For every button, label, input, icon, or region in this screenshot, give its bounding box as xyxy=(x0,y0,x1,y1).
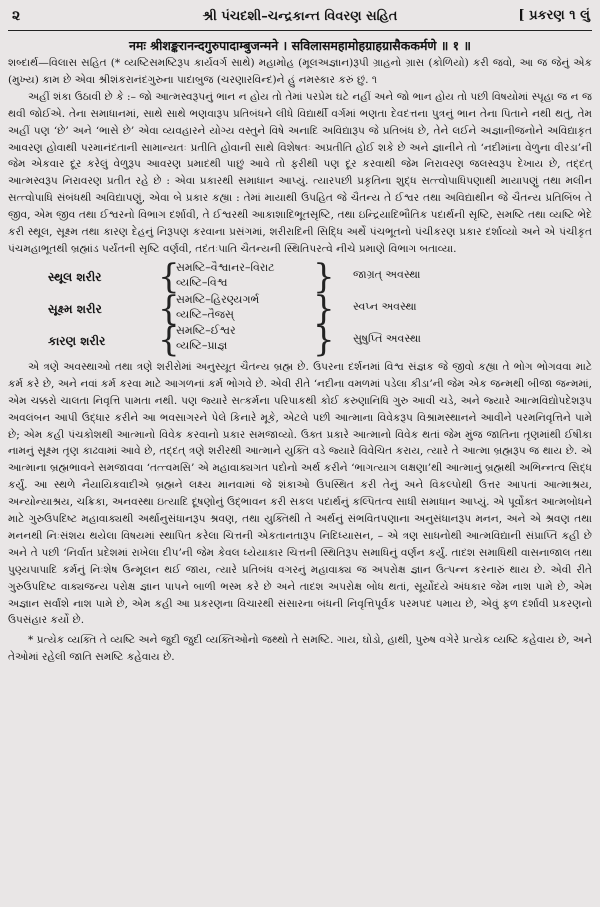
sanskrit-verse: नमः श्रीशङ्करानन्दगुरुपादाम्बुजन्मने । सविलासमहामोहग्राहग्रासैककर्मणे ॥ १ ॥ xyxy=(128,38,471,53)
vyashti-karana: વ્યષ્ટિ–પ્રાજ્ઞ xyxy=(176,338,228,352)
samashti-sthula: સમષ્ટિ–વૈશ્વાનર–વિરાટ xyxy=(176,260,275,274)
brace-icon: { xyxy=(158,288,180,329)
footnote: * પ્રત્યેક વ્યક્તિ તે વ્યષ્ટિ અને જુદી જુદી વ્યક્તિઓનો જથ્થો તે સમષ્ટિ. ગાય, ઘોડો, હાથી, પુરુષ વગેરે પ્રત્યેક વ્યષ્ટિ કહેવાય છે, અને તેઓમાં રહેલી જાતિ સમષ્ટિ કહેવાય છે. xyxy=(8,634,592,664)
commentary-paragraph-2: એ ત્રણે અવસ્થાઓ તથા ત્રણે શરીરોમાં અનુસ્યૂત ચૈતન્ય બ્રહ્મ છે. ઉપરના દર્શનમાં વિશ્વ સંજ્ઞક જે જીવો કહ્યા તે ભોગ ભોગવવા માટે કર્મ કરે છે, અને નવાં કર્મ કરવા માટે આગળનાં કર્મ ભોગવે છે. એવી રીતે ‘નદીના વમળમાં પડેલા કીડા’ની જેમ એક જન્મથી બીજા જન્મમાં, એમ ચક્કરો ચાલતા નિવૃત્તિ પામતા નથી. પણ જ્યારે સત્કર્મના પરિપાકથી કોઈ કરુણાનિધિ ગુરુ આવી ચડે, અને જ્યારે આત્મવિદ્યોપદેશરૂપ અવલંબન આપી ઉદ્ધાર કરીને આ ભવસાગરને પેલે કિનારે મૂકે, એટલે પછી આત્માના વિવેકરૂપ વિશ્રામસ્થાનને આવીને પરમનિવૃત્તિને પામે છે; એમ કહી પંચકોશથી આત્માનો વિવેક કરવાનો પ્રકાર સમજાવ્યો. ઉક્ત પ્રકારે આત્માનો વિવેક થતાં જેમ મુંજ જાતિના તૃણમાંથી ઈષીકા નામનું સૂક્ષ્મ તૃણ કાઢવામાં આવે છે, તદ્દત્ ત્રણે શરીરથી આત્માને યુક્તિ વડે જ્યારે વિવેચિત કરાય, ત્યારે તે આત્મા બ્રહ્મરૂપ જ થાય છે. એ આત્માના બ્રહ્મભાવને સમજાવવા ‘તત્ત્વમસિ’ એ મહાવાક્યગત પદોનો અર્થ કરીને ‘ભાગત્યાગ લક્ષણા’થી આત્માનું બ્રહ્મથી અભિન્નત્વ સિદ્ધ કર્યું. આ સ્થળે નૈયાયિકવાદીએ બ્રહ્મને લક્ષ્ય માનવામાં જે શંકાઓ ઉપસ્થિત કરી તેનું અને વિકલ્પોથી ઉત્તર આપતાં આત્માશ્રય, અન્યોન્યાશ્રય, ચક્રિકા, અનવસ્થા ઇત્યાદિ દૂષણોનું ઉદ્ભાવન કરી સકલ પદાર્થનું કલ્પિતત્વ સાધી સમાધાન આપ્યું. એ પૂર્વોક્ત આત્મબોધને માટે ગુરુઉપદિષ્ટ મહાવાક્યથી અર્થાનુસંધાનરૂપ શ્રવણ, તથા યુક્તિથી તે અર્થનું સંભવિતપણાના અનુસંધાનરૂપ મનન, અને એ શ્રવણ તથા મનનથી નિઃસંશય થયેલા વિષયમાં સ્થાપિત કરેલા ચિત્તની એકતાનતારૂપ નિદિધ્યાસન, – એ ત્રણ સાધનોથી આત્મવિદ્યાની સંપ્રાપ્તિ કહી છે અને તે પછી ‘નિર્વાત પ્રદેશમાં રાખેલા દીપ’ની જેમ કેવલ ધ્યેયાકાર ચિત્તની સ્થિતિરૂપ સમાધિનું વર્ણન કર્યું. તાદશ સમાધિથી વાસનાજાલ તથા પુણ્યપાપાદિ કર્મનું નિઃશેષ ઉન્મૂલન થઈ જાય, ત્યારે પ્રતિબંધ વગરનું મહાવાક્ય જ અપરોક્ષ જ્ઞાન ઉત્પન્ન કરનારું થાય છે. એવી રીતે ગુરુઉપદિષ્ટ વાક્યજન્ય પરોક્ષ જ્ઞાન પાપને બાળી ભસ્મ કરે છે અને તાદશ અપરોક્ષ બોધ થતાં, સૂર્યોદયે અંધકાર જેમ નાશ પામે છે, એમ અજ્ઞાન સર્વાંશે નાશ પામે છે, એમ કહી આ પ્રકરણના વિચારથી સંસારના બંધની નિવૃત્તિપૂર્વક પરમપદ પમાય છે, એવું ફળ દર્શાવી પ્રકરણનો ઉપસંહાર કર્યો છે. xyxy=(8,360,592,627)
brace-icon: } xyxy=(313,288,335,329)
state-sushupti: સુષુપ્તિ અવસ્થા xyxy=(353,331,421,345)
body-label-sthula: સ્થૂલ શરીર xyxy=(48,269,102,284)
brace-icon: } xyxy=(313,256,335,297)
samashti-sukshma: સમષ્ટિ–હિરણ્યગર્ભ xyxy=(176,292,260,306)
page-number: ૨ xyxy=(12,8,21,24)
chapter-label: [ પ્રકરણ ૧ લું xyxy=(518,8,590,23)
state-jagrat: જાગ્રત્ અવસ્થા xyxy=(353,267,421,281)
state-svapna: સ્વપ્ન અવસ્થા xyxy=(353,299,417,313)
shabdarth-paragraph: શબ્દાર્થ—વિલાસ સહિત (* વ્યષ્ટિસમષ્ટિરૂપ કાર્યવર્ગ સાથે) મહામોહ (મૂલઅજ્ઞાન)રૂપી ગ્રાહનો ગ્રાસ (કોળિયો) કરી જવો, આ જ જેનું એક (મુખ્ય) કામ છે એવા શ્રીશંકરાનંદગુરુના પાદાબુજ (ચરણારવિન્દ)ને હું નમસ્કાર કરું છું. ૧ xyxy=(8,57,592,86)
brace-icon: { xyxy=(158,256,180,297)
body-label-karana: કારણ શરીર xyxy=(48,333,106,348)
page xyxy=(8,6,592,894)
samashti-karana: સમષ્ટિ–ઈશ્વર xyxy=(176,323,236,337)
vyashti-sukshma: વ્યષ્ટિ–તૈજસ્ xyxy=(176,307,234,321)
vyashti-sthula: વ્યષ્ટિ–વિશ્વ xyxy=(176,275,228,289)
running-title: શ્રી પંચદશી–ચન્દ્રકાન્ત વિવરણ સહિત xyxy=(202,9,398,24)
bodies-states-table xyxy=(8,256,592,360)
page-header xyxy=(8,6,592,31)
brace-icon: } xyxy=(313,319,335,360)
body-label-sukshma: સૂક્ષ્મ શરીર xyxy=(48,301,102,316)
brace-icon: { xyxy=(158,319,180,360)
commentary-paragraph-1: અહીં શંકા ઉઠાવી છે કે :– જો આત્મસ્વરૂપનું ભાન ન હોય તો તેમાં પરપ્રેમ ઘટે નહીં અને જો ભાન હોય તો પછી વિષયોમાં સ્પૃહા જ ન જ થવી જોઈએ. તેના સમાધાનમાં, સાથે સાથે ભણવારૂપ પ્રતિબંધને લીધે વિદ્યાર્થી વર્ગમાં ભણતા દેવદત્તના પુત્રનું ભાન તેના પિતાને નથી થતું, તેમ અહીં પણ ‘છે’ અને ‘ભાસે છે’ એવા વ્યવહારને યોગ્ય વસ્તુને વિષે અનાદિ અવિદ્યારૂપ જે પ્રતિબંધ છે, તેને લઈને અજ્ઞાનીજનોને અવિદ્યાકૃત આવરણ હોવાથી પરમાનંદતાની સામાન્યતઃ પ્રતીતિ હોવાની સાથે વિશેષતઃ અપ્રતીતિ હોઈ શકે છે અને જ્ઞાનીને તો ‘નદીમાંના વેળુના વીરડા’ની જેમ એકવાર દૂર કરેલું વેળુરૂપ આવરણ પ્રમાદથી પાછું આવે તો ફરીથી પણ દૂર કરવાથી જેમ નિરાવરણ જલસ્વરૂપ દેખાય છે, તદ્દત્ આત્મસ્વરૂપ નિરાવરણ પ્રતીત રહે છે : એવા પ્રકારથી સમાધાન આપ્યું. ત્યારપછી પ્રકૃતિના શુદ્ધ સત્ત્વોપાધિપણાથી માયાપણું તથા મલીન સત્ત્વોપાધિ સંબંધથી અવિદ્યાપણું, એવા બે પ્રકાર કહ્યા : તેમાં માયાથી ઉપહિત જે ચૈતન્ય તે ઈશ્વર તથા અવિદ્યાથીન જે ચૈતન્ય પ્રતિબિંબ તે જીવ, એમ જીવ તથા ઈશ્વરનો વિભાગ દર્શાવી, તે ઈશ્વરથી આકાશાદિભૂતસૃષ્ટિ, તથા ઇન્દ્રિયાદિભૌતિક પદાર્થની સૃષ્ટિ, સમષ્ટિ તથા વ્યષ્ટિ ભેદે કરી સ્થૂલ, સૂક્ષ્મ તથા કારણ દેહનું નિરૂપણ કરવાના પ્રસંગમાં, શરીરાદિની સિદ્ધિ અર્થે પંચભૂતનો પંચીકરણ પ્રકાર દર્શાવ્યો અને એ પંચીકૃત પંચમહાભૂતથી બ્રહ્માંડ પર્યંતની સૃષ્ટિ વર્ણવી, તદંતઃપાતિ ચૈતન્યની સ્થિતિપરત્વે નીચે પ્રમાણે વિભાગ બતાવ્યા. xyxy=(8,90,592,255)
